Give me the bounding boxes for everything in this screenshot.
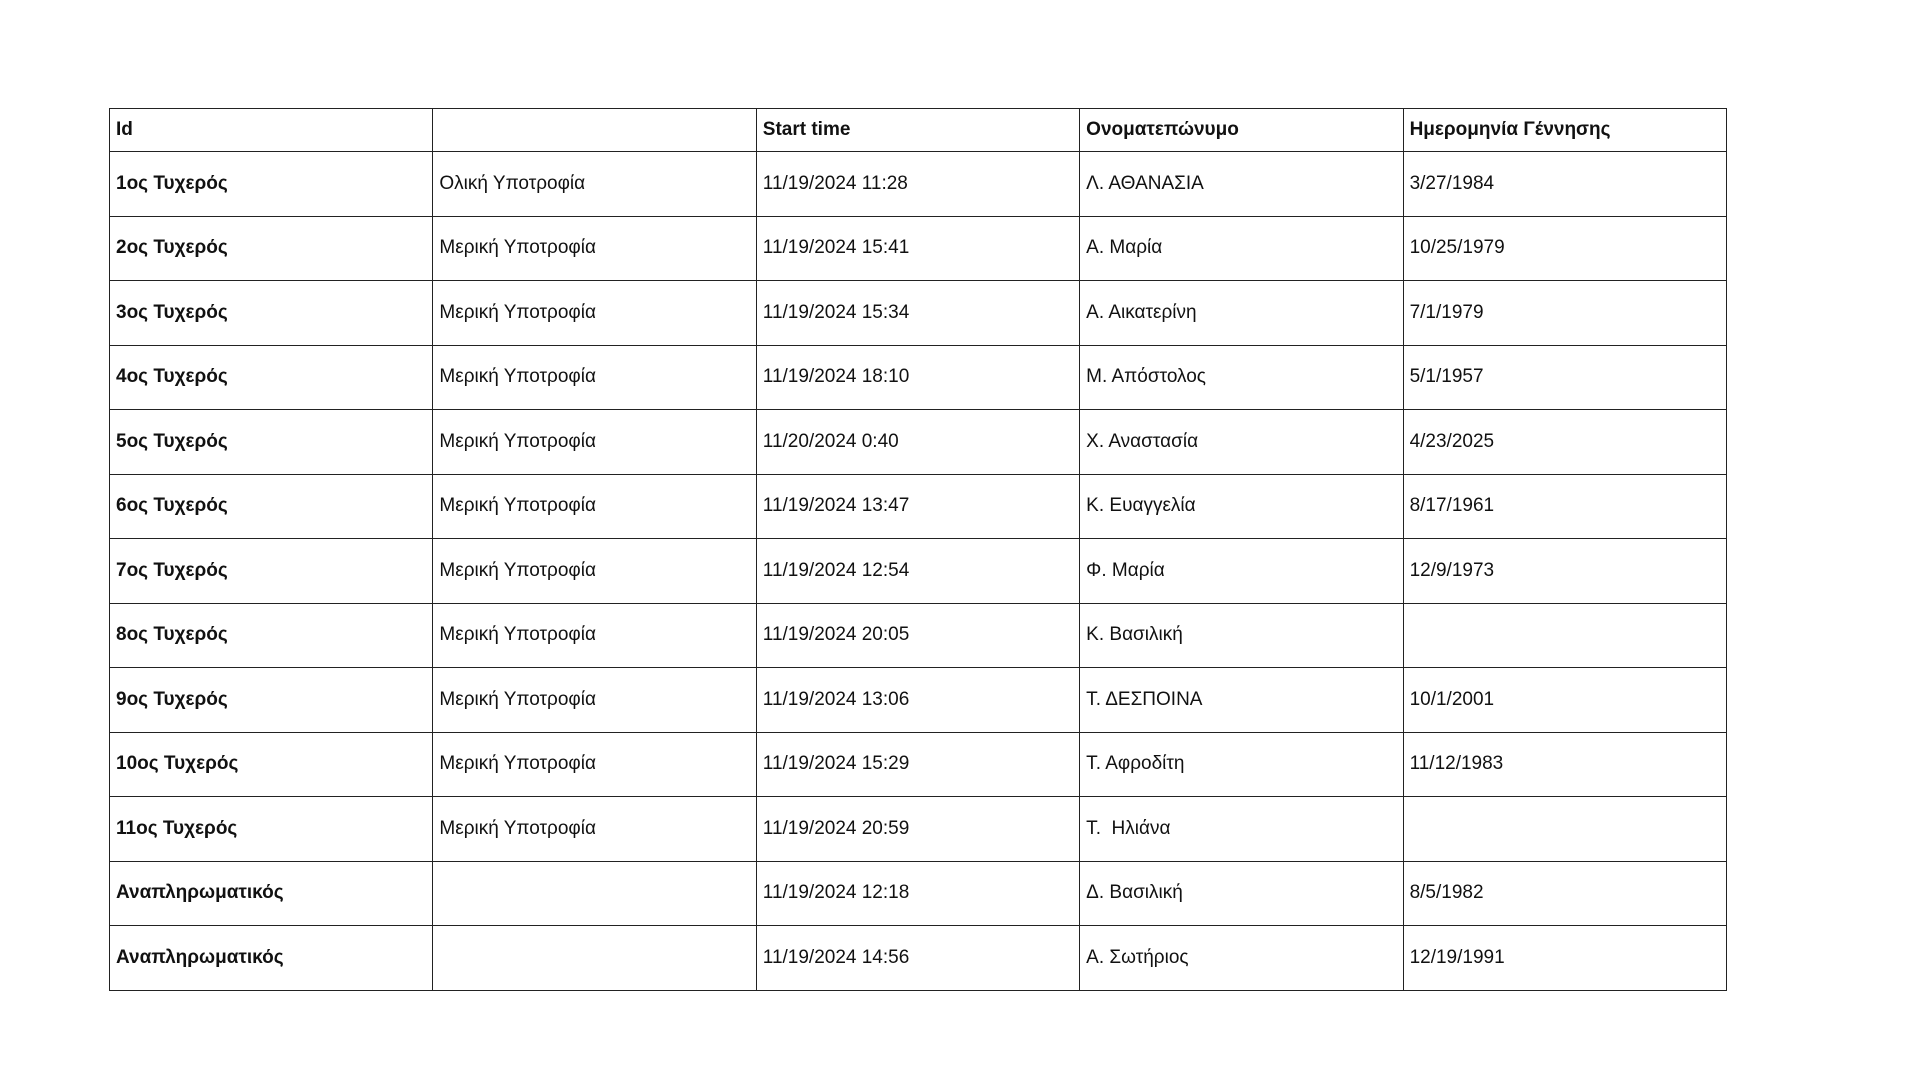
table-row bbox=[110, 926, 1727, 991]
cell-full-name: Χ. Αναστασία bbox=[1080, 410, 1403, 475]
cell-birth-date: 3/27/1984 bbox=[1403, 152, 1726, 217]
cell-birth-date: 11/12/1983 bbox=[1403, 732, 1726, 797]
table-row bbox=[110, 216, 1727, 281]
table-row bbox=[110, 539, 1727, 604]
table-row bbox=[110, 345, 1727, 410]
results-table-container bbox=[109, 108, 1727, 991]
cell-id: 3ος Τυχερός bbox=[110, 281, 433, 346]
cell-birth-date: 8/17/1961 bbox=[1403, 474, 1726, 539]
cell-id: 8ος Τυχερός bbox=[110, 603, 433, 668]
table-row bbox=[110, 797, 1727, 862]
cell-scholarship: Μερική Υποτροφία bbox=[433, 474, 756, 539]
cell-full-name: Α. Αικατερίνη bbox=[1080, 281, 1403, 346]
cell-scholarship bbox=[433, 926, 756, 991]
cell-start-time: 11/19/2024 15:41 bbox=[756, 216, 1079, 281]
cell-start-time: 11/19/2024 14:56 bbox=[756, 926, 1079, 991]
cell-scholarship: Μερική Υποτροφία bbox=[433, 216, 756, 281]
cell-start-time: 11/19/2024 18:10 bbox=[756, 345, 1079, 410]
cell-id: Αναπληρωματικός bbox=[110, 926, 433, 991]
cell-full-name: Τ. Ηλιάνα bbox=[1080, 797, 1403, 862]
header-full-name: Ονοματεπώνυμο bbox=[1080, 109, 1403, 152]
cell-start-time: 11/19/2024 15:34 bbox=[756, 281, 1079, 346]
cell-full-name: Τ. ΔΕΣΠΟΙΝΑ bbox=[1080, 668, 1403, 733]
cell-scholarship: Μερική Υποτροφία bbox=[433, 732, 756, 797]
table-row bbox=[110, 474, 1727, 539]
cell-id: 9ος Τυχερός bbox=[110, 668, 433, 733]
cell-scholarship: Μερική Υποτροφία bbox=[433, 668, 756, 733]
cell-id: 6ος Τυχερός bbox=[110, 474, 433, 539]
header-id: Id bbox=[110, 109, 433, 152]
cell-id: 5ος Τυχερός bbox=[110, 410, 433, 475]
cell-full-name: Δ. Βασιλική bbox=[1080, 861, 1403, 926]
table-row bbox=[110, 281, 1727, 346]
cell-full-name: Τ. Αφροδίτη bbox=[1080, 732, 1403, 797]
cell-start-time: 11/19/2024 20:05 bbox=[756, 603, 1079, 668]
cell-scholarship: Ολική Υποτροφία bbox=[433, 152, 756, 217]
cell-scholarship: Μερική Υποτροφία bbox=[433, 797, 756, 862]
cell-id: Αναπληρωματικός bbox=[110, 861, 433, 926]
results-table bbox=[109, 108, 1727, 991]
cell-birth-date bbox=[1403, 603, 1726, 668]
cell-start-time: 11/19/2024 13:47 bbox=[756, 474, 1079, 539]
cell-birth-date: 12/19/1991 bbox=[1403, 926, 1726, 991]
table-row bbox=[110, 668, 1727, 733]
cell-full-name: Φ. Μαρία bbox=[1080, 539, 1403, 604]
cell-start-time: 11/19/2024 12:18 bbox=[756, 861, 1079, 926]
table-row bbox=[110, 152, 1727, 217]
cell-birth-date: 4/23/2025 bbox=[1403, 410, 1726, 475]
cell-full-name: Λ. ΑΘΑΝΑΣΙΑ bbox=[1080, 152, 1403, 217]
header-birth-date: Ημερομηνία Γέννησης bbox=[1403, 109, 1726, 152]
cell-full-name: Α. Μαρία bbox=[1080, 216, 1403, 281]
header-scholarship bbox=[433, 109, 756, 152]
cell-start-time: 11/19/2024 12:54 bbox=[756, 539, 1079, 604]
cell-scholarship: Μερική Υποτροφία bbox=[433, 345, 756, 410]
cell-id: 1ος Τυχερός bbox=[110, 152, 433, 217]
cell-birth-date: 12/9/1973 bbox=[1403, 539, 1726, 604]
header-start-time: Start time bbox=[756, 109, 1079, 152]
cell-start-time: 11/19/2024 15:29 bbox=[756, 732, 1079, 797]
cell-scholarship: Μερική Υποτροφία bbox=[433, 281, 756, 346]
cell-scholarship: Μερική Υποτροφία bbox=[433, 539, 756, 604]
cell-full-name: Κ. Βασιλική bbox=[1080, 603, 1403, 668]
table-row bbox=[110, 732, 1727, 797]
cell-start-time: 11/19/2024 20:59 bbox=[756, 797, 1079, 862]
cell-id: 10ος Τυχερός bbox=[110, 732, 433, 797]
cell-start-time: 11/19/2024 11:28 bbox=[756, 152, 1079, 217]
cell-scholarship bbox=[433, 861, 756, 926]
cell-full-name: Μ. Απόστολος bbox=[1080, 345, 1403, 410]
cell-scholarship: Μερική Υποτροφία bbox=[433, 603, 756, 668]
header-row bbox=[110, 109, 1727, 152]
cell-birth-date bbox=[1403, 797, 1726, 862]
cell-full-name: Α. Σωτήριος bbox=[1080, 926, 1403, 991]
cell-id: 2ος Τυχερός bbox=[110, 216, 433, 281]
cell-id: 7ος Τυχερός bbox=[110, 539, 433, 604]
table-body bbox=[110, 152, 1727, 991]
cell-birth-date: 10/25/1979 bbox=[1403, 216, 1726, 281]
cell-start-time: 11/19/2024 13:06 bbox=[756, 668, 1079, 733]
table-row bbox=[110, 861, 1727, 926]
cell-full-name: Κ. Ευαγγελία bbox=[1080, 474, 1403, 539]
table-header bbox=[110, 109, 1727, 152]
cell-birth-date: 7/1/1979 bbox=[1403, 281, 1726, 346]
cell-scholarship: Μερική Υποτροφία bbox=[433, 410, 756, 475]
cell-id: 11ος Τυχερός bbox=[110, 797, 433, 862]
cell-birth-date: 8/5/1982 bbox=[1403, 861, 1726, 926]
cell-birth-date: 5/1/1957 bbox=[1403, 345, 1726, 410]
cell-id: 4ος Τυχερός bbox=[110, 345, 433, 410]
table-row bbox=[110, 603, 1727, 668]
table-row bbox=[110, 410, 1727, 475]
cell-birth-date: 10/1/2001 bbox=[1403, 668, 1726, 733]
cell-start-time: 11/20/2024 0:40 bbox=[756, 410, 1079, 475]
